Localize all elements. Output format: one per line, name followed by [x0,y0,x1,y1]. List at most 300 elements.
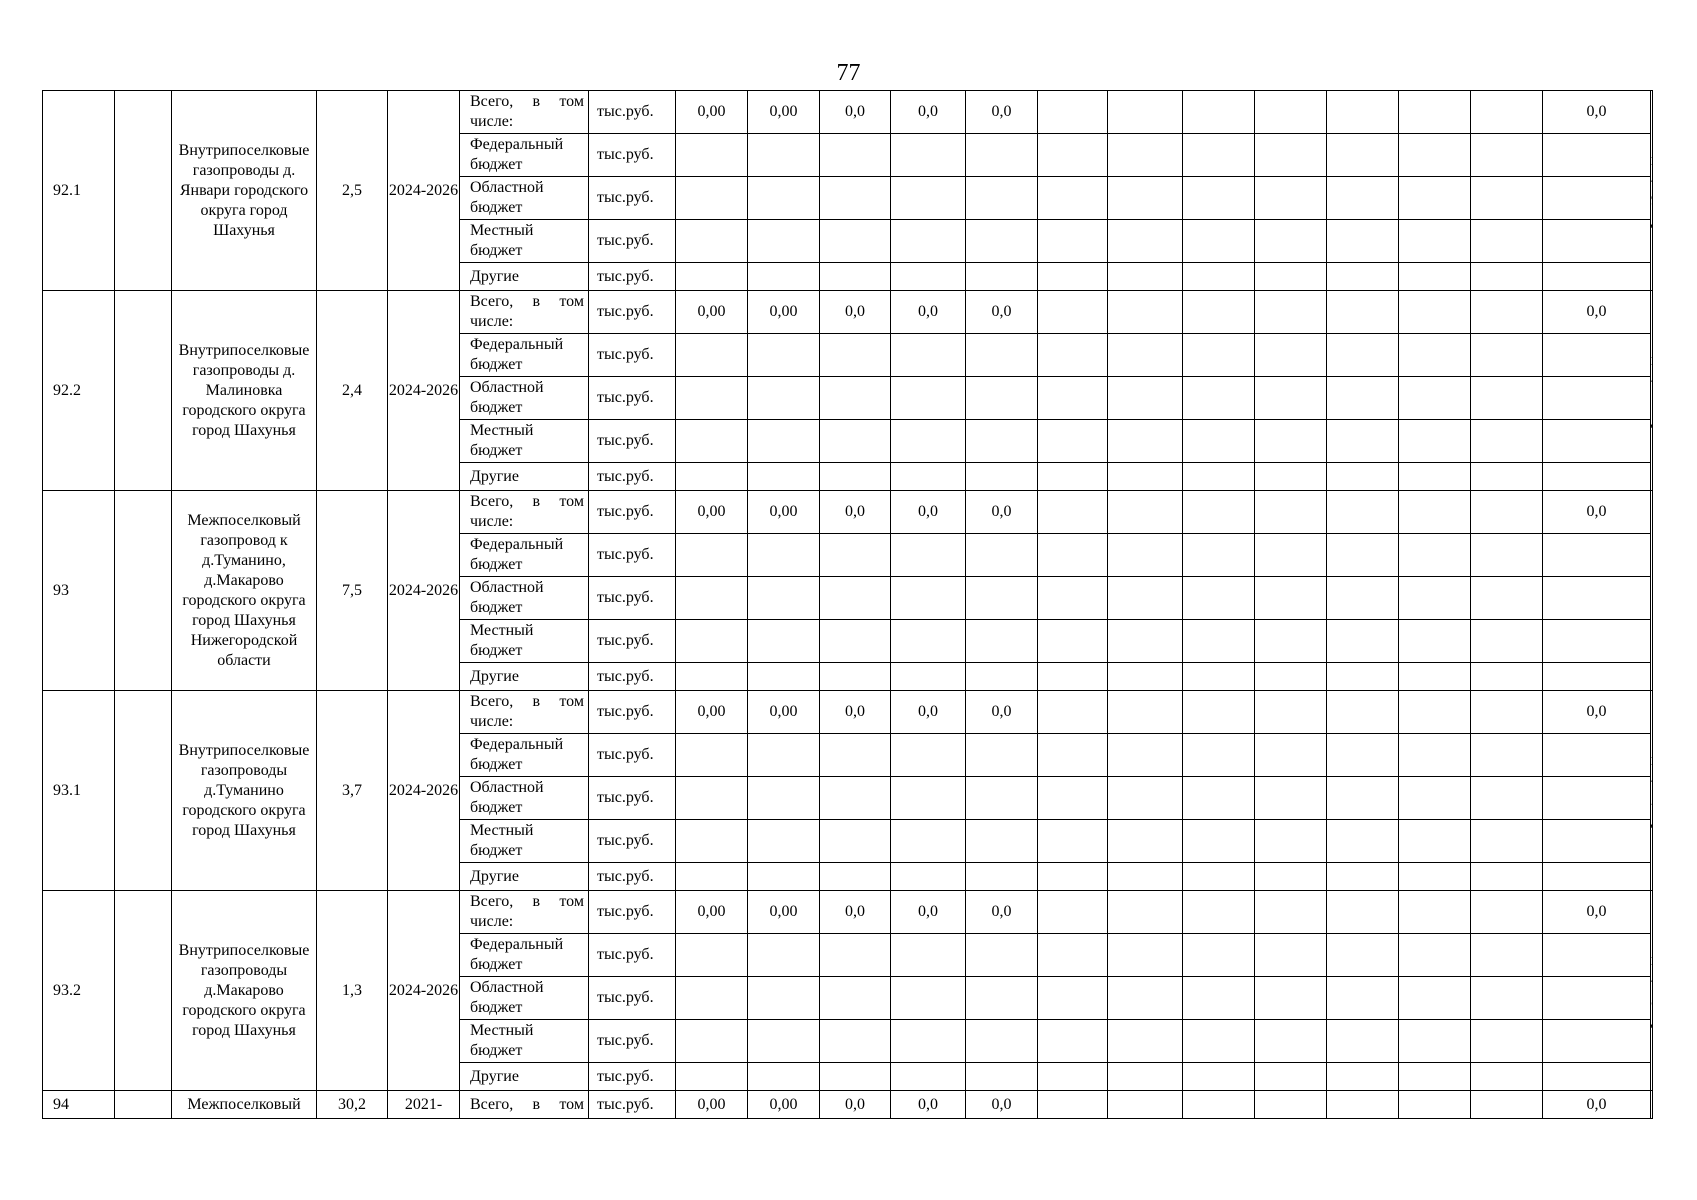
amount-cell [891,863,966,891]
empty-cell [1255,377,1327,420]
amount-cell: 0,00 [748,1091,820,1119]
table-row [43,491,1653,534]
amount-cell [891,820,966,863]
amount-cell: 0,0 [891,1091,966,1119]
empty-cell [1255,820,1327,863]
empty-cell [1327,863,1399,891]
empty-cell [1038,420,1108,463]
empty-cell [1471,934,1543,977]
empty-cell [115,691,172,891]
unit-label: тыс.руб. [589,291,676,334]
empty-cell [1255,1091,1327,1119]
empty-cell [1471,134,1543,177]
unit-label: тыс.руб. [589,691,676,734]
page-number: 77 [836,60,861,86]
empty-cell [1399,177,1471,220]
row-number: 94 [43,1091,115,1119]
empty-cell [1255,177,1327,220]
amount-cell [676,463,748,491]
empty-cell [1255,91,1327,134]
years-range: 2024-2026 [388,491,460,691]
amount-cell [966,263,1038,291]
funding-source: Местный бюджет [460,420,589,463]
empty-cell [1183,934,1255,977]
empty-cell [1183,863,1255,891]
amount-cell [820,1020,891,1063]
empty-cell [1038,777,1108,820]
funding-source: Другие [460,263,589,291]
empty-cell [1471,820,1543,863]
total-cell [1543,334,1651,377]
funding-source: Всего, в том [460,1091,589,1119]
amount-cell [820,577,891,620]
empty-cell [1038,863,1108,891]
empty-cell [1038,491,1108,534]
funding-source: Другие [460,863,589,891]
amount-cell [748,620,820,663]
amount-cell [748,777,820,820]
empty-cell [1255,491,1327,534]
total-cell [1543,1020,1651,1063]
amount-cell [891,734,966,777]
table-row [43,291,1653,334]
amount-cell [966,977,1038,1020]
empty-cell [1108,1020,1183,1063]
empty-cell [1327,334,1399,377]
amount-cell [820,263,891,291]
total-cell [1543,663,1651,691]
amount-cell [676,934,748,977]
empty-cell [1471,177,1543,220]
unit-label: тыс.руб. [589,820,676,863]
object-name: Внутрипоселковые газопроводы д.Туманино городского округа город Шахунья [172,691,317,891]
total-cell: 0,0 [1543,1091,1651,1119]
amount-cell [748,334,820,377]
amount-cell [820,820,891,863]
empty-cell [1327,691,1399,734]
amount-cell [820,1063,891,1091]
empty-cell [1108,977,1183,1020]
amount-cell [676,1020,748,1063]
amount-cell [891,934,966,977]
empty-cell [1108,934,1183,977]
amount-cell [891,1020,966,1063]
unit-label: тыс.руб. [589,891,676,934]
empty-cell [1183,534,1255,577]
amount-cell [891,777,966,820]
years-range: 2024-2026 [388,91,460,291]
empty-cell [1399,420,1471,463]
total-cell [1543,977,1651,1020]
empty-cell [1255,934,1327,977]
empty-cell [1255,134,1327,177]
empty-cell [1399,1091,1471,1119]
empty-cell [1471,377,1543,420]
empty-cell [1399,263,1471,291]
result-description [1651,691,1653,891]
empty-cell [1108,420,1183,463]
amount-cell: 0,0 [820,491,891,534]
amount-cell [676,334,748,377]
years-range: 2024-2026 [388,691,460,891]
amount-cell [748,734,820,777]
result-description [1651,891,1653,1091]
amount-cell: 0,0 [966,491,1038,534]
empty-cell [1108,534,1183,577]
amount-cell [891,177,966,220]
amount-cell [966,734,1038,777]
empty-cell [1183,1020,1255,1063]
amount-cell: 0,00 [748,491,820,534]
empty-cell [1399,577,1471,620]
length-value: 2,5 [317,91,388,291]
funding-source: Местный бюджет [460,620,589,663]
empty-cell [1327,91,1399,134]
empty-cell [1399,1063,1471,1091]
empty-cell [1255,977,1327,1020]
empty-cell [1108,620,1183,663]
amount-cell [966,420,1038,463]
empty-cell [1471,777,1543,820]
amount-cell: 0,00 [676,1091,748,1119]
total-cell [1543,620,1651,663]
empty-cell [1471,863,1543,891]
empty-cell [1471,420,1543,463]
empty-cell [1038,463,1108,491]
empty-cell [1038,220,1108,263]
total-cell [1543,377,1651,420]
amount-cell [820,863,891,891]
unit-label: тыс.руб. [589,1063,676,1091]
unit-label: тыс.руб. [589,934,676,977]
amount-cell [891,1063,966,1091]
amount-cell [820,220,891,263]
amount-cell [966,377,1038,420]
amount-cell [820,534,891,577]
result-description [1651,1091,1653,1119]
empty-cell [115,491,172,691]
amount-cell: 0,0 [820,291,891,334]
funding-source: Областной бюджет [460,177,589,220]
amount-cell [820,177,891,220]
funding-source: Местный бюджет [460,1020,589,1063]
empty-cell [1183,177,1255,220]
unit-label: тыс.руб. [589,734,676,777]
amount-cell [676,663,748,691]
empty-cell [1038,977,1108,1020]
amount-cell [820,663,891,691]
row-number: 92.1 [43,91,115,291]
amount-cell [676,820,748,863]
amount-cell: 0,0 [891,91,966,134]
empty-cell [1327,463,1399,491]
empty-cell [1108,91,1183,134]
amount-cell: 0,0 [891,291,966,334]
empty-cell [1471,291,1543,334]
amount-cell: 0,0 [820,1091,891,1119]
amount-cell: 0,0 [820,691,891,734]
empty-cell [1255,291,1327,334]
amount-cell [676,220,748,263]
amount-cell [891,134,966,177]
amount-cell [748,377,820,420]
empty-cell [1108,734,1183,777]
empty-cell [1399,491,1471,534]
empty-cell [1471,663,1543,691]
empty-cell [1183,891,1255,934]
funding-source: Федеральный бюджет [460,334,589,377]
amount-cell: 0,00 [748,91,820,134]
empty-cell [1399,891,1471,934]
amount-cell: 0,0 [966,291,1038,334]
unit-label: тыс.руб. [589,177,676,220]
funding-source: Областной бюджет [460,777,589,820]
amount-cell [820,134,891,177]
empty-cell [1255,577,1327,620]
empty-cell [1327,1063,1399,1091]
empty-cell [1255,691,1327,734]
empty-cell [1108,291,1183,334]
total-cell: 0,0 [1543,691,1651,734]
empty-cell [1399,1020,1471,1063]
amount-cell [966,177,1038,220]
amount-cell: 0,00 [748,291,820,334]
empty-cell [1471,977,1543,1020]
funding-source: Федеральный бюджет [460,934,589,977]
empty-cell [1108,1091,1183,1119]
empty-cell [1038,663,1108,691]
empty-cell [1108,663,1183,691]
empty-cell [1038,377,1108,420]
empty-cell [1108,491,1183,534]
unit-label: тыс.руб. [589,220,676,263]
empty-cell [1255,734,1327,777]
total-cell [1543,1063,1651,1091]
empty-cell [1327,491,1399,534]
amount-cell: 0,0 [891,891,966,934]
years-range: 2024-2026 [388,291,460,491]
empty-cell [1471,220,1543,263]
funding-source: Другие [460,463,589,491]
total-cell [1543,177,1651,220]
amount-cell [966,820,1038,863]
empty-cell [1038,691,1108,734]
unit-label: тыс.руб. [589,663,676,691]
amount-cell [891,220,966,263]
funding-source: Всего, в том числе: [460,91,589,134]
funding-source: Федеральный бюджет [460,134,589,177]
empty-cell [1399,977,1471,1020]
empty-cell [1399,663,1471,691]
amount-cell: 0,00 [676,891,748,934]
amount-cell [966,863,1038,891]
row-number: 93 [43,491,115,691]
empty-cell [1327,777,1399,820]
amount-cell [891,377,966,420]
unit-label: тыс.руб. [589,263,676,291]
result-description [1651,291,1653,491]
empty-cell [115,91,172,291]
empty-cell [1255,863,1327,891]
empty-cell [1399,863,1471,891]
empty-cell [1399,534,1471,577]
empty-cell [1108,820,1183,863]
empty-cell [1255,463,1327,491]
empty-cell [1183,291,1255,334]
funding-source: Всего, в том числе: [460,691,589,734]
amount-cell [966,334,1038,377]
funding-source: Федеральный бюджет [460,534,589,577]
unit-label: тыс.руб. [589,491,676,534]
empty-cell [1399,377,1471,420]
row-number: 93.1 [43,691,115,891]
empty-cell [1183,263,1255,291]
empty-cell [1327,663,1399,691]
funding-source: Местный бюджет [460,220,589,263]
unit-label: тыс.руб. [589,777,676,820]
amount-cell [676,777,748,820]
empty-cell [1108,577,1183,620]
unit-label: тыс.руб. [589,977,676,1020]
total-cell [1543,463,1651,491]
amount-cell [676,1063,748,1091]
amount-cell: 0,00 [676,691,748,734]
amount-cell [676,134,748,177]
empty-cell [1038,334,1108,377]
empty-cell [1327,177,1399,220]
empty-cell [1108,177,1183,220]
total-cell: 0,0 [1543,91,1651,134]
empty-cell [1327,934,1399,977]
total-cell [1543,577,1651,620]
length-value: 3,7 [317,691,388,891]
empty-cell [1471,691,1543,734]
empty-cell [115,1091,172,1119]
unit-label: тыс.руб. [589,377,676,420]
amount-cell [820,377,891,420]
empty-cell [1471,263,1543,291]
empty-cell [1471,620,1543,663]
empty-cell [1038,620,1108,663]
amount-cell [748,934,820,977]
total-cell [1543,820,1651,863]
object-name: Внутрипоселковые газопроводы д.Макарово городского округа город Шахунья [172,891,317,1091]
amount-cell [748,220,820,263]
length-value: 2,4 [317,291,388,491]
empty-cell [1183,734,1255,777]
empty-cell [1327,291,1399,334]
amount-cell [820,734,891,777]
amount-cell [676,263,748,291]
empty-cell [1399,691,1471,734]
empty-cell [1183,220,1255,263]
unit-label: тыс.руб. [589,91,676,134]
total-cell [1543,420,1651,463]
funding-source: Другие [460,1063,589,1091]
empty-cell [1183,420,1255,463]
amount-cell [748,463,820,491]
amount-cell [820,334,891,377]
empty-cell [1183,577,1255,620]
amount-cell [748,534,820,577]
amount-cell: 0,00 [676,491,748,534]
empty-cell [1255,777,1327,820]
empty-cell [1399,777,1471,820]
empty-cell [1399,334,1471,377]
empty-cell [1471,534,1543,577]
total-cell [1543,220,1651,263]
amount-cell: 0,0 [966,91,1038,134]
amount-cell [676,534,748,577]
amount-cell [820,777,891,820]
amount-cell [748,177,820,220]
total-cell [1543,134,1651,177]
amount-cell [748,577,820,620]
empty-cell [1399,620,1471,663]
empty-cell [1399,734,1471,777]
empty-cell [1327,820,1399,863]
amount-cell: 0,0 [891,491,966,534]
empty-cell [1471,91,1543,134]
empty-cell [1399,291,1471,334]
empty-cell [1183,377,1255,420]
result-description [1651,491,1653,691]
funding-source: Областной бюджет [460,377,589,420]
amount-cell [748,420,820,463]
total-cell [1543,263,1651,291]
amount-cell [891,263,966,291]
amount-cell: 0,00 [676,291,748,334]
amount-cell: 0,0 [966,1091,1038,1119]
empty-cell [1038,1063,1108,1091]
empty-cell [1108,863,1183,891]
total-cell: 0,0 [1543,491,1651,534]
amount-cell [966,620,1038,663]
empty-cell [1327,577,1399,620]
empty-cell [1108,463,1183,491]
total-cell [1543,863,1651,891]
empty-cell [1255,891,1327,934]
amount-cell [748,820,820,863]
empty-cell [1108,334,1183,377]
amount-cell: 0,0 [966,691,1038,734]
budget-table [42,90,1653,1119]
empty-cell [1108,777,1183,820]
row-number: 93.2 [43,891,115,1091]
empty-cell [1183,820,1255,863]
total-cell [1543,934,1651,977]
empty-cell [1255,220,1327,263]
empty-cell [1255,534,1327,577]
amount-cell [748,134,820,177]
empty-cell [1471,734,1543,777]
empty-cell [1038,291,1108,334]
empty-cell [1038,177,1108,220]
empty-cell [1183,1063,1255,1091]
amount-cell [748,663,820,691]
empty-cell [1038,577,1108,620]
empty-cell [1327,977,1399,1020]
empty-cell [1183,463,1255,491]
unit-label: тыс.руб. [589,534,676,577]
amount-cell [966,577,1038,620]
amount-cell [966,777,1038,820]
empty-cell [1038,891,1108,934]
amount-cell [891,663,966,691]
empty-cell [1108,220,1183,263]
empty-cell [1327,534,1399,577]
funding-source: Всего, в том числе: [460,291,589,334]
